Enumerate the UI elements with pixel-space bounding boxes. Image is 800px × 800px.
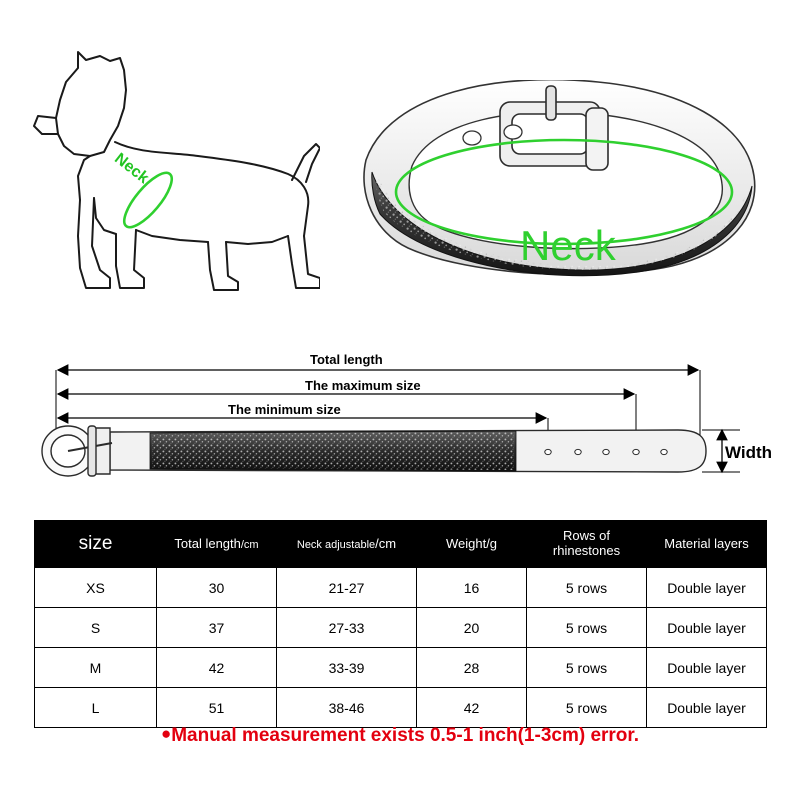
label-total-length: Total length [310, 352, 383, 367]
cell-rows-rhinestones: 5 rows [527, 568, 647, 608]
header-neck-adjustable-main: Neck adjustable [296, 538, 376, 551]
header-neck-adjustable-unit: /cm [375, 535, 397, 551]
cell-size: XS [35, 568, 157, 608]
header-weight-unit: /g [486, 535, 498, 551]
cell-material-layers: Double layer [647, 608, 767, 648]
collar-neck-label: Neck [520, 222, 616, 269]
header-total-length-main: Total length [174, 535, 241, 551]
cell-rows-rhinestones: 5 rows [527, 648, 647, 688]
header-neck-adjustable [277, 521, 417, 568]
cell-material-layers: Double layer [647, 568, 767, 608]
cell-neck-adjustable: 21-27 [277, 568, 417, 608]
label-minimum-size: The minimum size [228, 402, 341, 417]
size-table-wrapper [34, 520, 766, 728]
dog-neck-label: Neck [111, 150, 152, 188]
header-weight-main: Weight [445, 535, 487, 551]
measurement-svg [0, 330, 800, 520]
table-row [35, 568, 767, 608]
cell-neck-adjustable: 33-39 [277, 648, 417, 688]
cell-weight: 20 [417, 608, 527, 648]
cell-material-layers: Double layer [647, 648, 767, 688]
header-weight [417, 521, 527, 568]
cell-material-layers: Double layer [647, 688, 767, 728]
header-total-length-unit: /cm [240, 538, 259, 551]
cell-weight: 16 [417, 568, 527, 608]
cell-rows-rhinestones: 5 rows [527, 688, 647, 728]
header-rows-rhinestones [527, 521, 647, 568]
cell-total-length: 51 [157, 688, 277, 728]
illustration-area [0, 0, 800, 330]
table-row [35, 648, 767, 688]
cell-total-length: 42 [157, 648, 277, 688]
cell-rows-rhinestones: 5 rows [527, 608, 647, 648]
cell-size: M [35, 648, 157, 688]
cell-weight: 28 [417, 648, 527, 688]
note-text: Manual measurement exists 0.5-1 inch(1-3cm) error. [171, 725, 640, 746]
cell-weight: 42 [417, 688, 527, 728]
header-material-layers: Material layers [647, 521, 767, 568]
dog-outline-illustration [20, 30, 320, 310]
cell-total-length: 37 [157, 608, 277, 648]
cell-size: S [35, 608, 157, 648]
table-header-row [35, 521, 767, 568]
table-row [35, 608, 767, 648]
header-rows-unit: rhinestones [552, 543, 621, 558]
header-total-length [157, 521, 277, 568]
measurement-diagram [0, 330, 800, 520]
measurement-error-note [0, 724, 800, 747]
size-table [34, 520, 767, 728]
label-maximum-size: The maximum size [305, 378, 421, 393]
cell-total-length: 30 [157, 568, 277, 608]
header-rows-main: Rows of [563, 528, 610, 544]
header-size: size [35, 521, 157, 568]
cell-neck-adjustable: 27-33 [277, 608, 417, 648]
table-row [35, 688, 767, 728]
cell-size: L [35, 688, 157, 728]
cell-neck-adjustable: 38-46 [277, 688, 417, 728]
label-width: Width [725, 443, 773, 462]
note-bullet-icon: ● [160, 724, 172, 743]
